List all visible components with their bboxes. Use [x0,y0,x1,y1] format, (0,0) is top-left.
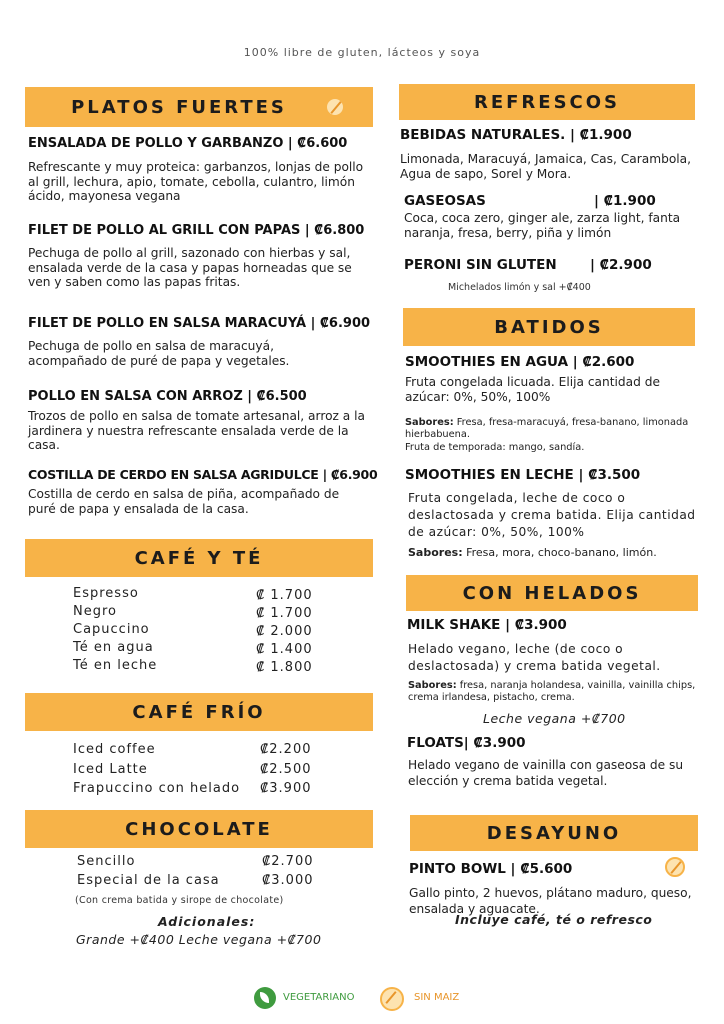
sabores-text: Fresa, mora, choco-banano, limón. [462,546,657,559]
chocolate-item-name: Sencillo [77,854,136,869]
desayuno-title: DESAYUNO [486,822,622,844]
sabores-text: fresa, naranja holandesa, vainilla, vainilla chips, crema irlandesa, pistacho, crema. [408,680,696,703]
naturales-name: BEBIDAS NATURALES. | ₡1.900 [400,127,632,143]
legend-sin-maiz: SIN MAIZ [414,992,460,1003]
cafe-frio-banner [25,693,373,731]
floats-desc: Helado vegano de vainilla con gaseosa de su elección y crema batida vegetal. [408,758,684,788]
plato-4-desc: Trozos de pollo en salsa de tomate artesanal, arroz a la jardinera y nuestra refrescante ensalada verde de la casa. [28,409,365,453]
plato-4-name: POLLO EN SALSA CON ARROZ | ₡6.500 [28,389,307,404]
platos-fuertes-banner [25,87,373,127]
chocolate-item-price: ₡2.700 [262,854,314,869]
plato-1-desc: Refrescante y muy proteica: garbanzos, lonjas de pollo al grill, lechura, apio, tomate, cebolla, culantro, limón ácido, mayonesa vegana [28,160,364,204]
cafe-frio-item-price: ₡2.200 [260,742,312,757]
gaseosas-desc: Coca, coca zero, ginger ale, zarza light, fanta naranja, fresa, berry, piña y limón [404,211,681,240]
plato-5-desc: Costilla de cerdo en salsa de piña, acompañado de puré de papa y ensalada de la casa. [28,487,340,516]
chocolate-item-price: ₡3.000 [262,873,314,888]
floats-name: FLOATS| ₡3.900 [407,735,526,751]
cafe-te-banner [25,539,373,577]
milk-shake-sabores [408,680,708,704]
sin-maiz-icon [665,857,685,877]
cafe-te-item-price: ₡ 1.700 [256,606,313,621]
peroni-note: Michelados limón y sal +₡400 [448,282,591,293]
plato-1-name: ENSALADA DE POLLO Y GARBANZO | ₡6.600 [28,136,348,151]
adicionales-text: Grande +₡400 Leche vegana +₡700 [76,932,322,947]
pinto-bowl-desc: Gallo pinto, 2 huevos, plátano maduro, queso, ensalada y aguacate. [409,886,692,916]
con-helados-banner [406,575,698,611]
cafe-te-item-name: Espresso [73,586,139,601]
cafe-frio-item-price: ₡2.500 [260,762,312,777]
smoothies-agua-sabores [405,417,705,441]
refrescos-title: REFRESCOS [473,91,621,113]
chocolate-title: CHOCOLATE [125,818,273,840]
plato-3-name: FILET DE POLLO EN SALSA MARACUYÁ | ₡6.900 [28,316,371,331]
smoothies-agua-name: SMOOTHIES EN AGUA | ₡2.600 [405,354,635,370]
chocolate-note: (Con crema batida y sirope de chocolate) [75,895,284,906]
chocolate-banner [25,810,373,848]
cafe-frio-item-name: Iced coffee [73,742,156,757]
cafe-te-item-price: ₡ 2.000 [256,624,313,639]
cafe-te-item-name: Té en agua [73,640,154,655]
desayuno-banner [410,815,698,851]
peroni-name: PERONI SIN GLUTEN [404,257,557,273]
cafe-frio-item-price: ₡3.900 [260,781,312,796]
sabores-label: Sabores: [408,680,457,691]
sabores-label: Sabores: [405,417,454,428]
plato-2-desc: Pechuga de pollo al grill, sazonado con hierbas y sal, ensalada verde de la casa y papas horneadas que se ven y saben como las papas fritas. [28,246,352,290]
sin-maiz-icon [380,987,404,1011]
cafe-te-item-price: ₡ 1.800 [256,660,313,675]
cafe-frio-title: CAFÉ FRÍO [132,701,266,723]
plato-3-desc: Pechuga de pollo en salsa de maracuyá, acompañado de puré de papa y vegetales. [28,339,290,368]
cafe-te-item-name: Té en leche [73,658,158,673]
sabores-text: Fresa, fresa-maracuyá, fresa-banano, limonada hierbabuena. [405,417,689,440]
cafe-frio-item-name: Iced Latte [73,762,148,777]
smoothies-leche-desc: Fruta congelada, leche de coco o deslactosada y crema batida. Elija cantidad de azúcar: 0%, 50%, 100% [408,491,696,539]
cafe-te-item-price: ₡ 1.400 [256,642,313,657]
cafe-frio-item-name: Frapuccino con helado [73,781,241,796]
plato-5-name: COSTILLA DE CERDO EN SALSA AGRIDULCE | ₡6.900 [28,467,378,482]
smoothies-leche-sabores [408,547,708,559]
smoothies-leche-name: SMOOTHIES EN LECHE | ₡3.500 [405,467,641,483]
milk-shake-extra: Leche vegana +₡700 [483,711,626,726]
header-note: 100% libre de gluten, lácteos y soya [243,46,481,59]
vegetariano-icon [254,987,276,1009]
gaseosas-name: GASEOSAS [404,193,486,209]
cafe-te-item-name: Capuccino [73,622,150,637]
legend-vegetariano: VEGETARIANO [283,992,355,1003]
pinto-bowl-note: Incluye café, té o refresco [455,912,653,927]
peroni-price: | ₡2.900 [590,257,652,273]
sabores-label: Sabores: [408,546,463,559]
cafe-te-title: CAFÉ Y TÉ [134,547,264,569]
pinto-bowl-name: PINTO BOWL | ₡5.600 [409,861,573,877]
cafe-te-item-price: ₡ 1.700 [256,588,313,603]
con-helados-title: CON HELADOS [462,582,642,604]
gaseosas-price: | ₡1.900 [594,193,656,209]
batidos-title: BATIDOS [494,316,604,338]
platos-fuertes-title: PLATOS FUERTES [71,96,287,118]
plato-2-name: FILET DE POLLO AL GRILL CON PAPAS | ₡6.800 [28,223,365,238]
sin-maiz-icon [325,97,345,117]
smoothies-agua-desc: Fruta congelada licuada. Elija cantidad de azúcar: 0%, 50%, 100% [405,375,660,404]
refrescos-banner [399,84,695,120]
milk-shake-name: MILK SHAKE | ₡3.900 [407,617,567,633]
adicionales-title: Adicionales: [158,914,256,929]
batidos-banner [403,308,695,346]
cafe-te-item-name: Negro [73,604,117,619]
chocolate-item-name: Especial de la casa [77,873,220,888]
milk-shake-desc: Helado vegano, leche (de coco o deslactosada) y crema batida vegetal. [408,642,661,673]
naturales-desc: Limonada, Maracuyá, Jamaica, Cas, Carambola, Agua de sapo, Sorel y Mora. [400,152,692,181]
smoothies-agua-temporada: Fruta de temporada: mango, sandía. [405,442,585,453]
